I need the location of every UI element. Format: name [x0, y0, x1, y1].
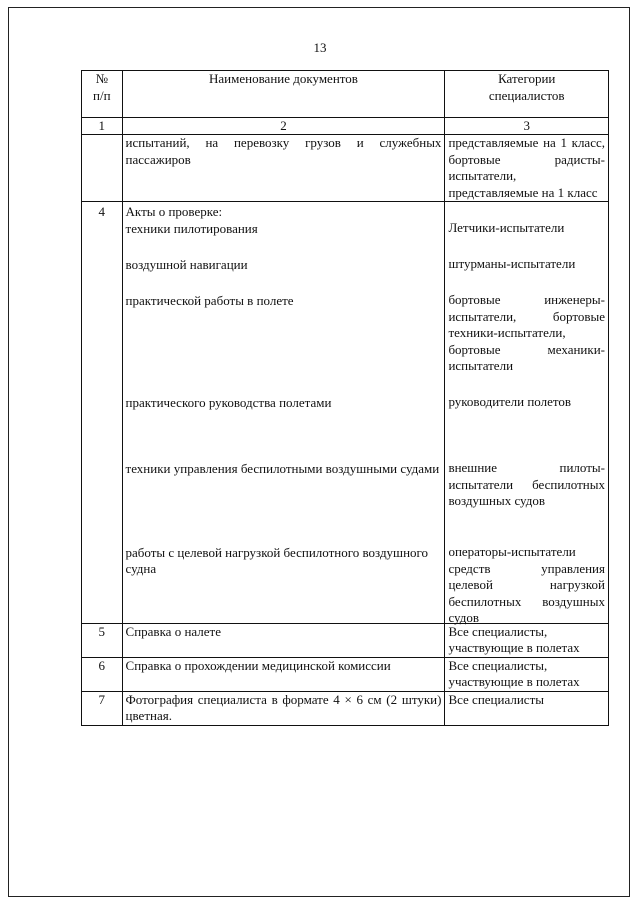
index-cell: 2 — [122, 118, 445, 135]
acts-category: Летчики-испытатели — [448, 220, 565, 235]
acts-category: руководители полетов — [448, 394, 572, 409]
acts-title: Акты о проверке: — [125, 204, 223, 219]
row-cat-cell: представляемые на 1 класс, бортовые радисты-испытатели, представляемые на 1 класс — [445, 135, 609, 202]
table-row — [82, 657, 609, 691]
row-cat-cell — [445, 202, 609, 624]
page-number: 13 — [313, 40, 327, 55]
row-num-cell — [82, 135, 123, 202]
header-cat-line2: специалистов — [488, 87, 565, 103]
acts-item: практической работы в полете — [125, 292, 294, 308]
acts-category: штурманы-испытатели — [448, 256, 576, 271]
row-num-cell: 4 — [82, 202, 123, 624]
index-cell: 3 — [445, 118, 609, 135]
header-cat-line1: Категории — [498, 71, 556, 86]
row-doc-cell: испытаний, на перевозку грузов и служебных пассажиров — [122, 135, 445, 202]
table-row — [82, 623, 609, 657]
row-num-cell: 6 — [82, 657, 123, 691]
acts-category: внешние пилоты-испытатели беспилотных воздушных судов — [448, 460, 605, 508]
acts-item: работы с целевой нагрузкой беспилотного воздушного судна — [125, 544, 429, 576]
acts-item: воздушной навигации — [125, 256, 248, 272]
row-doc-cell: Фотография специалиста в формате 4 × 6 см (2 штуки) цветная. — [122, 691, 445, 725]
acts-item: практического руководства полетами — [125, 394, 332, 410]
acts-category: бортовые инженеры-испытатели, бортовые техники-испытатели, бортовые механики-испытатели — [448, 292, 605, 373]
table-index-row — [82, 118, 609, 135]
row-cat-cell: Все специалисты, участвующие в полетах — [445, 657, 609, 691]
row-doc-cell — [122, 202, 445, 624]
row-doc-cell: Справка о налете — [122, 623, 445, 657]
header-num-line2: п/п — [93, 87, 111, 103]
acts-category: операторы-испытатели средств управления целевой нагрузкой беспилотных воздушных судов — [448, 544, 605, 625]
table-header-row — [82, 71, 609, 118]
header-categories — [445, 71, 609, 118]
table-row — [82, 135, 609, 202]
row-cat-cell: Все специалисты, участвующие в полетах — [445, 623, 609, 657]
index-cell: 1 — [82, 118, 123, 135]
header-num-line1: № — [95, 71, 108, 86]
row-num-cell: 5 — [82, 623, 123, 657]
table-row — [82, 202, 609, 624]
header-documents: Наименование документов — [122, 71, 445, 118]
header-num — [82, 71, 123, 118]
acts-item: техники пилотирования — [125, 220, 258, 236]
documents-table — [81, 70, 609, 726]
row-doc-cell: Справка о прохождении медицинской комиссии — [122, 657, 445, 691]
row-num-cell: 7 — [82, 691, 123, 725]
acts-item: техники управления беспилотными воздушными судами — [125, 460, 440, 476]
row-cat-cell: Все специалисты — [445, 691, 609, 725]
table-row — [82, 691, 609, 725]
